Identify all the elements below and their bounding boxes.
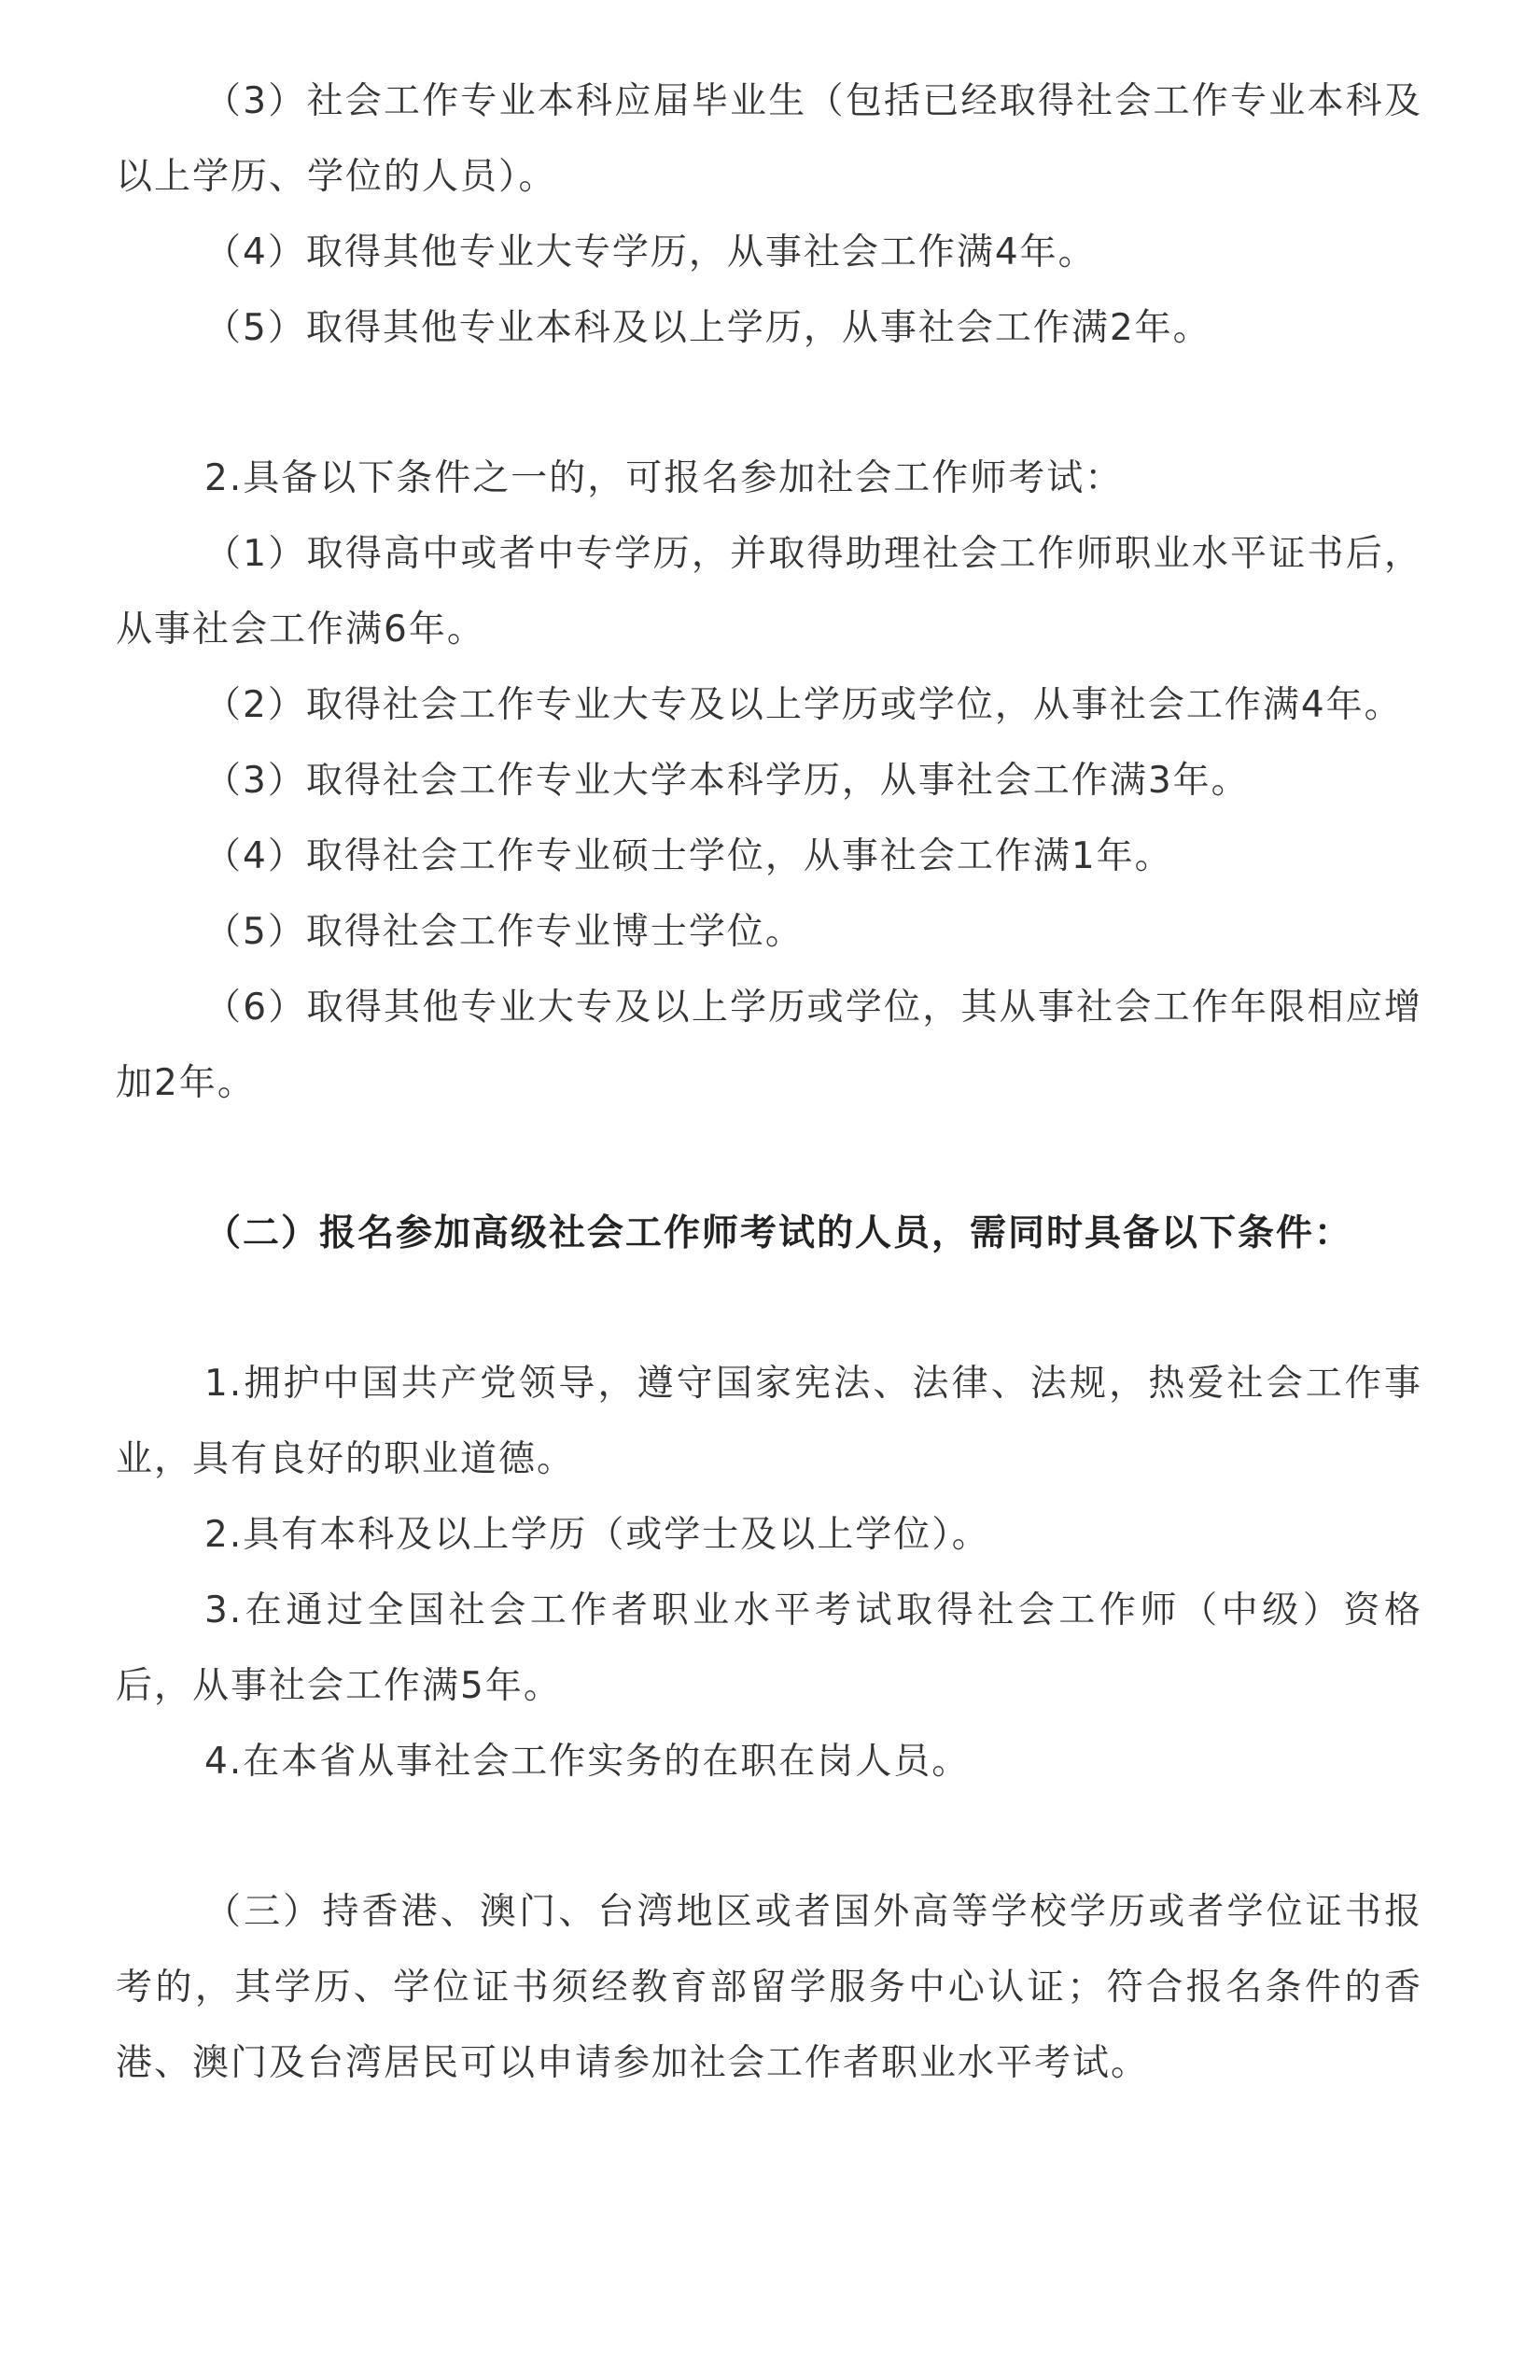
paragraph-3: （5）取得其他专业本科及以上学历，从事社会工作满2年。: [204, 307, 1211, 349]
section-heading: （二）报名参加高级社会工作师考试的人员，需同时具备以下条件：: [204, 1212, 1353, 1254]
section-gap: [116, 366, 1422, 441]
paragraph-4: 2.具备以下条件之一的，可报名参加社会工作师考试：: [204, 457, 1124, 499]
document-page: [116, 63, 1422, 2101]
paragraph-1: （3）社会工作专业本科应届毕业生（包括已经取得社会工作专业本科及以上学历、学位的人员）。: [116, 80, 1422, 198]
paragraph-11: 1.拥护中国共产党领导，遵守国家宪法、法律、法规，热爱社会工作事业，具有良好的职业道德。: [116, 1363, 1422, 1480]
paragraph-8: （4）取得社会工作专业硕士学位，从事社会工作满1年。: [204, 835, 1173, 877]
paragraph-5: （1）取得高中或者中专学历，并取得助理社会工作师职业水平证书后，从事社会工作满6年。: [116, 533, 1422, 651]
paragraph-6: （2）取得社会工作专业大专及以上学历或学位，从事社会工作满4年。: [204, 684, 1403, 726]
section-gap: [116, 1799, 1422, 1874]
section-gap: [116, 1121, 1422, 1196]
paragraph-12: 2.具有本科及以上学历（或学士及以上学位）。: [204, 1514, 990, 1556]
paragraph-15: （三）持香港、澳门、台湾地区或者国外高等学校学历或者学位证书报考的，其学历、学位证书须经教育部留学服务中心认证；符合报名条件的香港、澳门及台湾居民可以申请参加社会工作者职业水平考试。: [116, 1891, 1422, 2084]
paragraph-7: （3）取得社会工作专业大学本科学历，从事社会工作满3年。: [204, 760, 1250, 802]
paragraph-2: （4）取得其他专业大专学历，从事社会工作满4年。: [204, 231, 1097, 273]
section-gap: [116, 1271, 1422, 1346]
paragraph-13: 3.在通过全国社会工作者职业水平考试取得社会工作师（中级）资格后，从事社会工作满5年。: [116, 1589, 1422, 1707]
paragraph-10: （6）取得其他专业大专及以上学历或学位，其从事社会工作年限相应增加2年。: [116, 987, 1422, 1104]
paragraph-14: 4.在本省从事社会工作实务的在职在岗人员。: [204, 1741, 971, 1783]
paragraph-9: （5）取得社会工作专业博士学位。: [204, 911, 804, 953]
